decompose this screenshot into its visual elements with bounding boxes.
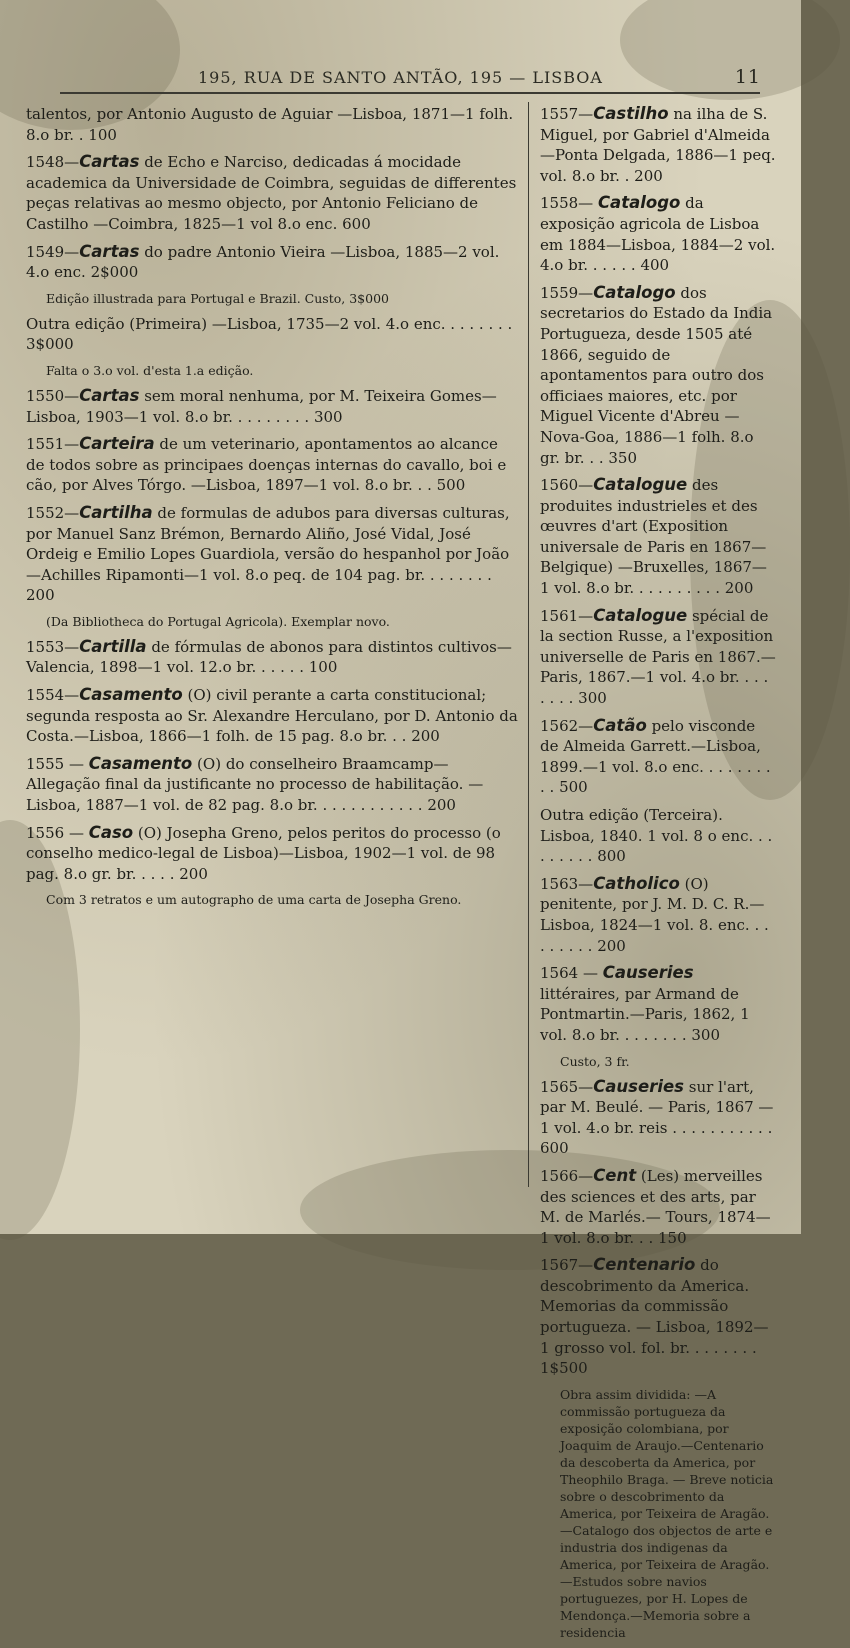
entry-keyword: Centenario: [593, 1255, 696, 1275]
entry-keyword: Cartas: [79, 241, 140, 261]
entry-keyword: Cartilha: [79, 502, 153, 522]
entry-number: 1548—: [26, 153, 80, 172]
entry-text: de formulas de adubos para diversas culturas, por Manuel Sanz Brémon, Bernardo Aliño, José Vidal, José Ordeig e Emilio Lopes Guardiola, versão do hespanhol por João —Achilles Ripamonti—1 vol. 8.o peq. de 104 pag. br. . . . . . . . 200: [26, 503, 510, 605]
catalog-entry: [540, 1166, 776, 1248]
catalog-entry: [26, 754, 520, 816]
entry-keyword: Cartas: [79, 152, 140, 172]
entry-number: 1557—: [540, 105, 594, 123]
entry-text: (Les) merveilles des sciences et des arts, par M. de Marlés.— Tours, 1874—1 vol. 8.o br. . . 150: [540, 1166, 771, 1247]
entry-number: 1565—: [540, 1077, 594, 1096]
entry-keyword: Cartilla: [79, 636, 147, 656]
entry-number: 1552—: [26, 503, 80, 522]
entry-number: 1566—: [540, 1166, 594, 1185]
entry-number: 1556 —: [26, 823, 89, 842]
entry-text: do descobrimento da America. Memorias da commissão portugueza. — Lisboa, 1892—1 grosso vol. fol. br. . . . . . . . 1$500: [540, 1256, 769, 1378]
right-column: [540, 104, 776, 1648]
entry-number: talentos, por Antonio Augusto de Aguiar —Lisboa, 1871—1 folh. 8.o br. . 100: [26, 105, 514, 144]
entry-keyword: Caso: [88, 822, 134, 842]
entry-number: Outra edição (Terceira). Lisboa, 1840. 1 vol. 8 o enc. . . . . . . . . 800: [540, 806, 773, 866]
catalog-entry: [540, 1077, 776, 1159]
header-title: 195, RUA DE SANTO ANTÃO, 195 — LISBOA: [198, 68, 603, 87]
catalog-entry: [540, 475, 776, 599]
entry-text: (O) civil perante a carta constitucional; segunda resposta ao Sr. Alexandre Herculano, por D. Antonio da Costa.—Lisboa, 1866—1 folh. de 15 pag. 8.o br. . . 200: [26, 686, 518, 746]
catalog-note: Falta o 3.o vol. d'esta 1.a edição.: [46, 362, 254, 378]
catalog-entry: [26, 314, 520, 355]
entry-text: pelo visconde de Almeida Garrett.—Lisboa, 1899.—1 vol. 8.o enc. . . . . . . . . . 500: [540, 716, 771, 797]
catalog-entry: [26, 503, 520, 606]
catalog-entry: [540, 805, 776, 867]
catalog-note: Com 3 retratos e um autographo de uma carta de Josepha Greno.: [46, 892, 462, 908]
entry-number: 1561—: [540, 606, 594, 625]
entry-text: do padre Antonio Vieira —Lisboa, 1885—2 vol. 4.o enc. 2$000: [26, 242, 500, 282]
catalog-entry: [26, 386, 520, 427]
entry-number: 1558—: [540, 194, 598, 213]
entry-keyword: Castilho: [593, 104, 669, 123]
entry-number: 1551—: [26, 435, 80, 454]
entry-number: 1550—: [26, 386, 80, 405]
entry-number: 1555 —: [26, 754, 89, 773]
entry-keyword: Causeries: [593, 1076, 684, 1096]
entry-keyword: Carteira: [79, 434, 155, 454]
left-column: [26, 104, 520, 915]
catalog-note: Obra assim dividida: —A commissão portugueza da exposição colombiana, por Joaquim de Araujo.—Centenario da descoberta da America, por Theophilo Braga. — Breve noticia sobre o descobrimento da America, por Teixeira de Aragão.—Catalogo dos objectos de arte e industria dos indigenas da America, por Teixeira de Aragão.—Estudos sobre navios portuguezes, por H. Lopes de Mendonça.—Memoria sobre a residencia: [560, 1386, 774, 1640]
entry-number: 1560—: [540, 476, 594, 495]
entry-text: de um veterinario, apontamentos ao alcance de todos sobre as principaes doenças internas do cavallo, boi e cão, por Alves Tórgo. —Lisboa, 1897—1 vol. 8.o br. . . 500: [26, 435, 507, 495]
catalog-entry: [540, 963, 776, 1045]
catalog-entry: [540, 193, 776, 275]
entry-text: littéraires, par Armand de Pontmartin.—Paris, 1862, 1 vol. 8.o br. . . . . . . . 300: [540, 984, 750, 1044]
entry-text: dos secretarios do Estado da India Portugueza, desde 1505 até 1866, seguido de apontamentos para outro dos officiaes maiores, etc. por Miguel Vicente d'Abreu — Nova-Goa, 1886—1 folh. 8.o gr. br. . . 350: [540, 283, 773, 467]
entry-text: des produites industrieles et des œuvres d'art (Exposition universale de Paris en 1867—Belgique) —Bruxelles, 1867—1 vol. 8.o br. . . . . . . . . . 200: [540, 476, 767, 598]
catalog-note: Custo, 3 fr.: [560, 1053, 630, 1069]
catalog-entry: [540, 1255, 776, 1379]
entry-text: (O) Josepha Greno, pelos peritos do processo (o conselho medico-legal de Lisboa)—Lisboa, 1902—1 vol. de 98 pag. 8.o gr. br. . . . . 200: [26, 823, 501, 883]
page-number: 11: [734, 66, 761, 88]
entry-number: 1559—: [540, 283, 594, 302]
catalog-entry: [26, 152, 520, 234]
entry-number: 1567—: [540, 1256, 594, 1275]
entry-number: 1554—: [26, 686, 80, 705]
entry-keyword: Catalogo: [597, 193, 681, 213]
entry-keyword: Casamento: [88, 753, 193, 773]
catalog-entry: [540, 606, 776, 709]
entry-text: sem moral nenhuma, por M. Teixeira Gomes—Lisboa, 1903—1 vol. 8.o br. . . . . . . . . 300: [26, 386, 497, 426]
entry-keyword: Catalogue: [593, 475, 688, 495]
catalog-entry: [26, 104, 520, 145]
entry-keyword: Casamento: [79, 685, 183, 705]
catalog-note: Edição illustrada para Portugal e Brazil. Custo, 3$000: [46, 290, 389, 306]
entry-text: sur l'art, par M. Beulé. — Paris, 1867 — 1 vol. 4.o br. reis . . . . . . . . . . . 600: [540, 1077, 774, 1158]
catalog-entry: [26, 685, 520, 747]
catalog-note: (Da Bibliotheca do Portugal Agricola). Exemplar novo.: [46, 613, 390, 629]
entry-keyword: Catalogo: [593, 282, 676, 302]
entry-number: Outra edição (Primeira) —Lisboa, 1735—2 vol. 4.o enc. . . . . . . . 3$000: [26, 314, 513, 354]
entry-number: 1553—: [26, 637, 80, 656]
entry-text: spécial de la section Russe, a l'exposition universelle de Paris en 1867.—Paris, 1867.—1 vol. 4.o br. . . . . . . . 300: [540, 606, 776, 708]
catalog-entry: [540, 874, 776, 956]
entry-number: 1563—: [540, 874, 594, 893]
entry-number: 1564 —: [540, 964, 603, 983]
catalog-entry: [26, 823, 520, 885]
entry-number: 1562—: [540, 716, 594, 735]
entry-keyword: Causeries: [602, 963, 694, 983]
column-divider: [528, 102, 529, 1187]
entry-number: 1549—: [26, 242, 80, 261]
entry-text: de fórmulas de abonos para distintos cultivos—Valencia, 1898—1 vol. 12.o br. . . . . . 100: [26, 637, 512, 677]
entry-keyword: Catão: [593, 715, 647, 735]
entry-text: de Echo e Narciso, dedicadas á mocidade academica da Universidade de Coimbra, seguidas de differentes peças relativas ao mesmo objecto, por Antonio Feliciano de Castilho —Coimbra, 1825—1 vol 8.o enc. 600: [26, 153, 517, 233]
entry-text: da exposição agricola de Lisboa em 1884—Lisboa, 1884—2 vol. 4.o br. . . . . . 400: [540, 194, 776, 275]
entry-keyword: Cartas: [79, 385, 140, 405]
catalog-entry: [540, 104, 776, 186]
entry-text: (O) penitente, por J. M. D. C. R.—Lisboa, 1824—1 vol. 8. enc. . . . . . . . . 200: [540, 874, 769, 955]
header-rule: [60, 92, 760, 94]
entry-keyword: Cent: [593, 1165, 637, 1185]
catalog-entry: [26, 242, 520, 283]
catalog-entry: [26, 637, 520, 678]
catalog-entry: [540, 716, 776, 798]
catalog-entry: [540, 283, 776, 468]
running-header: [0, 66, 801, 92]
entry-text: na ilha de S. Miguel, por Gabriel d'Almeida —Ponta Delgada, 1886—1 peq. vol. 8.o br. . 200: [540, 105, 776, 185]
entry-keyword: Catalogue: [593, 605, 688, 625]
catalog-entry: [26, 434, 520, 496]
entry-keyword: Catholico: [593, 873, 680, 893]
entry-text: (O) do conselheiro Braamcamp—Allegação final da justificante no processo de habilitação. —Lisboa, 1887—1 vol. de 82 pag. 8.o br. . . . . . . . . . . . 200: [26, 754, 484, 815]
